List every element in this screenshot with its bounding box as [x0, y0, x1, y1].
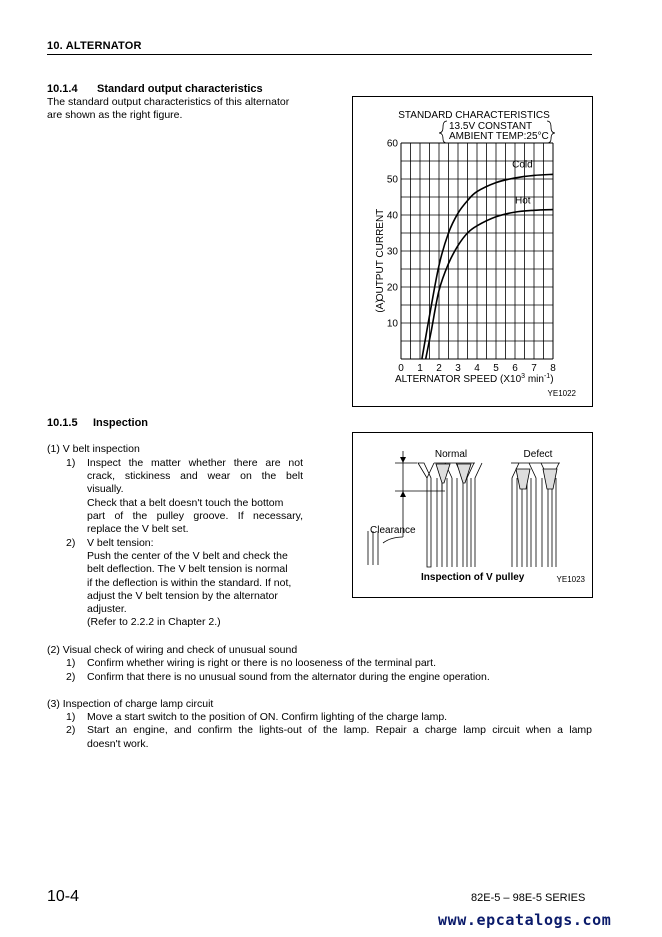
item-1-2-line: belt deflection. The V belt tension is normal	[87, 563, 288, 575]
defect-belt-1	[516, 469, 530, 489]
y-tick-label: 60	[386, 138, 398, 150]
clearance-label: Clearance	[370, 525, 416, 536]
normal-label: Normal	[434, 449, 468, 460]
item-1-1-line: Check that a belt doesn't touch the bottom	[87, 497, 284, 509]
item-3-1-text: Move a start switch to the position of ON. Confirm lighting of the charge lamp.	[87, 711, 448, 723]
characteristics-figure	[352, 96, 593, 407]
item-2-2-text: Confirm that there is no unusual sound from the alternator during the engine operation.	[87, 671, 490, 683]
series-line-cold	[422, 174, 553, 359]
condition-brace-left	[439, 121, 447, 143]
chart-title: STANDARD CHARACTERISTICS	[398, 110, 550, 121]
header-rule	[47, 54, 592, 55]
series-label-cold: Cold	[512, 159, 533, 171]
section-paragraph-line-1: The standard output characteristics of this alternator	[47, 96, 290, 108]
item-1-2-line: adjust the V belt tension by the alternator	[87, 590, 278, 602]
pulley-figure-code: YE1023	[556, 575, 585, 584]
item-2-2-number: 2)	[66, 671, 76, 683]
item-1-2-line: (Refer to 2.2.2 in Chapter 2.)	[87, 616, 221, 628]
x-tick-label: 0	[398, 363, 404, 374]
item-2-1-number: 1)	[66, 657, 76, 669]
item-1-2-line: if the deflection is within the standard. If not,	[87, 577, 292, 589]
x-tick-label: 5	[493, 363, 499, 374]
item-1-1-number: 1)	[66, 457, 76, 469]
x-tick-label: 2	[436, 363, 442, 374]
item-2-1-text: Confirm whether wiring is right or there is no looseness of the terminal part.	[87, 657, 436, 669]
item-3-2-text: Start an engine, and confirm the lights-out of the lamp. Repair a charge lamp circuit when a lamp	[87, 724, 592, 736]
watermark: www.epcatalogs.com	[438, 911, 612, 929]
defect-label: Defect	[523, 449, 553, 460]
item-2-title: (2) Visual check of wiring and check of unusual sound	[47, 644, 298, 656]
item-3-2-number: 2)	[66, 724, 76, 736]
item-1-2-line: Push the center of the V belt and check the	[87, 550, 288, 562]
x-tick-label: 7	[531, 363, 537, 374]
defect-belt-2	[543, 469, 557, 489]
figure-code: YE1022	[547, 389, 576, 398]
item-1-1-line: crack, stickiness and wear on the belt	[87, 470, 303, 482]
y-tick-label: 10	[386, 318, 398, 330]
defect-pulley-grooves	[511, 463, 559, 567]
item-3-title: (3) Inspection of charge lamp circuit	[47, 698, 214, 710]
x-tick-label: 6	[512, 363, 518, 374]
x-tick-label: 8	[550, 363, 556, 374]
item-1-1-line: part of the pulley groove. If necessary,	[87, 510, 303, 522]
x-tick-label: 3	[455, 363, 461, 374]
chart-condition-voltage: 13.5V CONSTANT	[449, 121, 533, 132]
inspection-heading: Inspection	[93, 417, 149, 429]
page-number: 10-4	[47, 888, 80, 905]
normal-belt-1	[436, 464, 450, 483]
item-3-1-number: 1)	[66, 711, 76, 723]
x-axis-label: ALTERNATOR SPEED ($X10^3$ $\min^{-1}$)	[395, 373, 554, 385]
item-3-2-text-cont: doesn't work.	[87, 738, 149, 750]
item-1-1-line: visually.	[87, 483, 124, 495]
x-tick-label: 1	[417, 363, 423, 374]
series-label: 82E-5 – 98E-5 SERIES	[471, 892, 586, 904]
plot-area	[387, 139, 556, 375]
item-1-title: (1) V belt inspection	[47, 443, 140, 455]
y-tick-label: 30	[386, 246, 398, 258]
y-axis-label: OUTPUT CURRENT	[375, 208, 386, 302]
y-axis-unit: (A)	[375, 299, 386, 313]
item-1-2-line: V belt tension:	[87, 537, 154, 549]
section-heading-number: 10.1.4	[47, 83, 78, 95]
characteristics-chart	[353, 97, 592, 406]
pulley-caption: Inspection of V pulley	[421, 572, 525, 583]
section-header: 10. ALTERNATOR	[47, 40, 142, 52]
section-paragraph-line-2: are shown as the right figure.	[47, 109, 183, 121]
item-1-1-line: Inspect the matter whether there are not	[87, 457, 303, 469]
series-label-hot: Hot	[515, 195, 531, 207]
section-heading: Standard output characteristics	[97, 83, 263, 95]
clearance-dimension	[368, 451, 445, 565]
item-1-2-number: 2)	[66, 537, 76, 549]
chart-condition-temp: AMBIENT TEMP:25°C	[449, 131, 549, 142]
x-tick-label: 4	[474, 363, 480, 374]
v-pulley-figure	[352, 432, 593, 598]
y-tick-label: 40	[386, 210, 398, 222]
y-tick-label: 20	[386, 282, 398, 294]
normal-pulley-grooves	[418, 463, 482, 567]
y-tick-label: 50	[386, 174, 398, 186]
item-1-1-line: replace the V belt set.	[87, 523, 189, 535]
item-1-2-line: adjuster.	[87, 603, 127, 615]
inspection-heading-number: 10.1.5	[47, 417, 78, 429]
v-pulley-drawing	[353, 433, 592, 597]
